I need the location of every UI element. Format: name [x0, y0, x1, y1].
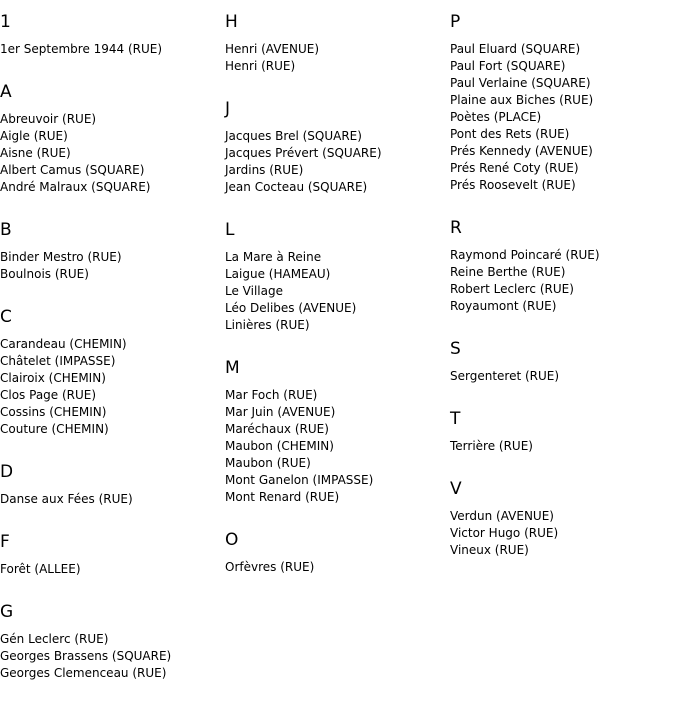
letter-section: [225, 530, 450, 576]
letter-heading: V: [450, 479, 462, 499]
street-item: Linières (RUE): [225, 318, 310, 332]
street-list: [0, 631, 225, 682]
street-item: Danse aux Fées (RUE): [0, 492, 133, 506]
letter-heading: 1: [0, 12, 11, 32]
letter-section: [0, 12, 225, 58]
letter-heading: J: [225, 99, 231, 119]
letter-heading: D: [0, 462, 14, 482]
letter-heading: A: [0, 82, 12, 102]
street-item: Aigle (RUE): [0, 129, 68, 143]
letter-section: [0, 532, 225, 578]
street-item: Couture (CHEMIN): [0, 422, 109, 436]
street-item: Jean Cocteau (SQUARE): [225, 180, 368, 194]
letter-section: [0, 220, 225, 283]
street-list: [225, 387, 450, 506]
street-list: [225, 559, 450, 576]
street-item: Carandeau (CHEMIN): [0, 337, 127, 351]
street-item: Laigue (HAMEAU): [225, 267, 331, 281]
street-item: Abreuvoir (RUE): [0, 112, 97, 126]
letter-heading: H: [225, 12, 238, 32]
index-column: [450, 12, 675, 583]
street-item: Albert Camus (SQUARE): [0, 163, 145, 177]
street-item: Royaumont (RUE): [450, 299, 557, 313]
street-item: Boulnois (RUE): [0, 267, 89, 281]
street-item: 1er Septembre 1944 (RUE): [0, 42, 163, 56]
street-item: Binder Mestro (RUE): [0, 250, 122, 264]
street-item: Victor Hugo (RUE): [450, 526, 559, 540]
street-item: Prés René Coty (RUE): [450, 161, 579, 175]
letter-heading: T: [450, 409, 461, 429]
street-list: [450, 508, 675, 559]
street-item: Mont Ganelon (IMPASSE): [225, 473, 374, 487]
letter-section: [225, 358, 450, 506]
street-list: [450, 41, 675, 194]
street-item: Prés Roosevelt (RUE): [450, 178, 576, 192]
street-item: Mont Renard (RUE): [225, 490, 340, 504]
letter-section: [450, 218, 675, 315]
street-item: Henri (AVENUE): [225, 42, 320, 56]
street-item: Gén Leclerc (RUE): [0, 632, 109, 646]
letter-section: [0, 462, 225, 508]
letter-heading: P: [450, 12, 461, 32]
street-item: Cossins (CHEMIN): [0, 405, 107, 419]
street-item: La Mare à Reine: [225, 250, 322, 264]
letter-heading: G: [0, 602, 14, 622]
street-item: Raymond Poincaré (RUE): [450, 248, 600, 262]
letter-section: [225, 12, 450, 75]
letter-section: [0, 82, 225, 196]
street-list: [225, 249, 450, 334]
street-list: [0, 111, 225, 196]
street-list: [225, 128, 450, 196]
street-item: Forêt (ALLEE): [0, 562, 81, 576]
street-item: Jardins (RUE): [225, 163, 304, 177]
street-item: Vineux (RUE): [450, 543, 529, 557]
street-list: [450, 368, 675, 385]
street-item: Verdun (AVENUE): [450, 509, 554, 523]
street-item: Reine Berthe (RUE): [450, 265, 566, 279]
street-list: [0, 336, 225, 438]
street-item: Clos Page (RUE): [0, 388, 97, 402]
letter-heading: F: [0, 532, 10, 552]
letter-heading: O: [225, 530, 239, 550]
letter-section: [450, 409, 675, 455]
letter-heading: B: [0, 220, 12, 240]
letter-section: [450, 12, 675, 194]
street-item: Maubon (CHEMIN): [225, 439, 334, 453]
street-item: Paul Fort (SQUARE): [450, 59, 566, 73]
index-column: [225, 12, 450, 600]
street-item: Aisne (RUE): [0, 146, 71, 160]
street-item: Mar Foch (RUE): [225, 388, 318, 402]
street-item: Georges Clemenceau (RUE): [0, 666, 167, 680]
street-list: [0, 561, 225, 578]
street-list: [0, 491, 225, 508]
street-list: [225, 41, 450, 75]
letter-section: [225, 220, 450, 334]
index-column: [0, 12, 225, 706]
street-item: Robert Leclerc (RUE): [450, 282, 574, 296]
street-item: Maréchaux (RUE): [225, 422, 329, 436]
letter-heading: R: [450, 218, 462, 238]
street-list: [450, 247, 675, 315]
street-item: Plaine aux Biches (RUE): [450, 93, 594, 107]
street-item: Le Village: [225, 284, 283, 298]
street-list: [0, 41, 225, 58]
street-item: Prés Kennedy (AVENUE): [450, 144, 593, 158]
street-item: Léo Delibes (AVENUE): [225, 301, 357, 315]
street-list: [450, 438, 675, 455]
street-item: Mar Juin (AVENUE): [225, 405, 336, 419]
letter-section: [0, 307, 225, 438]
street-item: Orfèvres (RUE): [225, 560, 315, 574]
street-item: Jacques Brel (SQUARE): [225, 129, 362, 143]
letter-heading: M: [225, 358, 240, 378]
street-item: Paul Eluard (SQUARE): [450, 42, 581, 56]
letter-section: [0, 602, 225, 682]
street-item: Georges Brassens (SQUARE): [0, 649, 172, 663]
street-item: Clairoix (CHEMIN): [0, 371, 106, 385]
street-item: Paul Verlaine (SQUARE): [450, 76, 591, 90]
letter-heading: L: [225, 220, 235, 240]
street-item: André Malraux (SQUARE): [0, 180, 151, 194]
letter-heading: S: [450, 339, 461, 359]
letter-section: [450, 479, 675, 559]
street-item: Sergenteret (RUE): [450, 369, 560, 383]
street-list: [0, 249, 225, 283]
street-item: Terrière (RUE): [450, 439, 533, 453]
street-item: Châtelet (IMPASSE): [0, 354, 116, 368]
street-item: Henri (RUE): [225, 59, 296, 73]
letter-section: [450, 339, 675, 385]
letter-section: [225, 99, 450, 196]
letter-heading: C: [0, 307, 12, 327]
street-item: Poètes (PLACE): [450, 110, 542, 124]
street-item: Jacques Prévert (SQUARE): [225, 146, 382, 160]
street-item: Pont des Rets (RUE): [450, 127, 570, 141]
street-item: Maubon (RUE): [225, 456, 311, 470]
